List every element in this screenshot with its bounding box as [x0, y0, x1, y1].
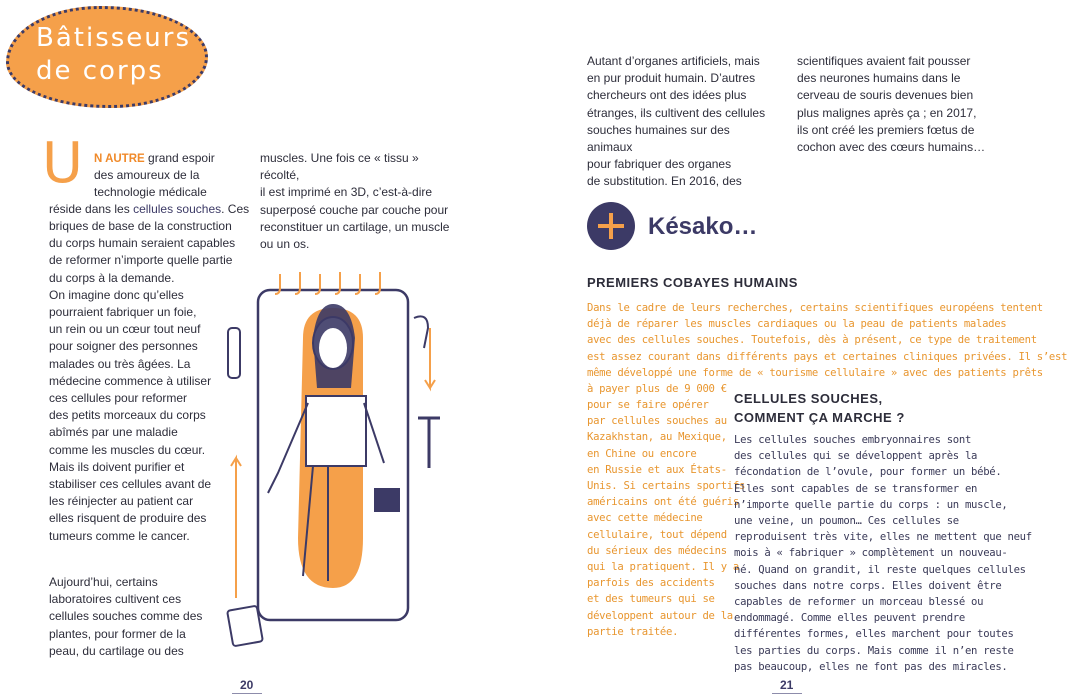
text-line: technologie médicale	[94, 185, 207, 199]
shorts-icon	[374, 488, 400, 512]
box1-title: PREMIERS COBAYES HUMAINS	[587, 275, 798, 290]
right-col2-text: scientifiques avaient fait pousser des neurones humains dans le cerveau de souris devenues bien plus malignes après ça ; en 2017, ils ont créé les premiers fœtus de cochon avec des cœurs humains…	[797, 54, 986, 155]
page-number-right: 21	[780, 678, 794, 692]
chapter-title-line2: de corps	[36, 56, 164, 86]
arrow-up-icon	[231, 458, 241, 598]
hammer-icon	[418, 418, 440, 468]
plus-icon	[587, 202, 635, 250]
kesako-title: Késako…	[648, 213, 758, 240]
notebook-icon	[227, 606, 263, 647]
illustration-patient-on-table	[218, 268, 458, 658]
page-number-rule	[772, 693, 802, 694]
wrench-icon	[228, 328, 240, 378]
page-number-rule	[232, 693, 262, 694]
left-col1-body: briques de base de la construction du corps humain seraient capables de reformer n’importe quelle partie du corps à la demande. On imagine donc qu’elles pourraient fabriquer un foie, un rein ou un cœur tout neuf pour soigner des personnes malades ou très âgées. La médecine commence à utiliser ces cellules pour reformer des petits morceaux du corps abîmés par une maladie comme les muscles du cœur. Mais ils doivent purifier et stabiliser ces cellules avant de les réinjecter au patient car elles risquent de produire des tumeurs comme le cancer.	[49, 219, 236, 543]
chapter-title-line1: Bâtisseurs	[36, 23, 191, 53]
lead-caps: N AUTRE	[94, 153, 145, 165]
chapter-title	[36, 22, 191, 88]
box2-title: CELLULES SOUCHES, COMMENT ÇA MARCHE ?	[734, 391, 905, 425]
left-col1-intro: N AUTRE grand espoir	[94, 151, 215, 165]
drop-cap: U	[42, 131, 83, 196]
box1-narrow-text: pour se faire opérer par cellules souches au Kazakhstan, au Mexique, en Chine ou encore en Russie et aux États- Unis. Si certains sportifs américains ont été guéris avec cette médecine cellulaire, tout dépend du sérieux des médecins qui la pratiquent. Il y a parfois des accidents et des tumeurs qui se développent autour de la partie traitée.	[587, 399, 746, 638]
left-col1-para2: Aujourd’hui, certains laboratoires cultivent ces cellules souches comme des plantes, pour former de la peau, du cartilage ou des	[49, 575, 203, 658]
page-number-left: 20	[240, 678, 254, 692]
box1-full-text: Dans le cadre de leurs recherches, certains scientifiques européens tentent déjà de réparer les muscles cardiaques ou la peau de patients malades avec des cellules souches. Toutefois, dès à présent, ce type de traitement est assez courant dans différents pays et certaines cliniques privées. Il s’est même développé une forme de « tourisme cellulaire » avec des patients prêts à payer plus de 9 000 €	[587, 302, 1067, 396]
right-col1-text: Autant d’organes artificiels, mais en pur produit humain. D’autres chercheurs ont des idées plus étranges, ils cultivent des cellules souches humaines sur des animaux pour fabriquer des organes de substitution. En 2016, des	[587, 54, 766, 189]
text-line: réside dans les cellules souches. Ces	[49, 202, 250, 216]
text-line: des amoureux de la	[94, 168, 200, 182]
glove-icon	[414, 316, 428, 348]
box2-text: Les cellules souches embryonnaires sont des cellules qui se développent après la fécondation de l’ovule, pour former un bébé. Elles sont capables de se transformer en n’importe quelle partie du corps : un muscle, une veine, un poumon… Ces cellules se reproduisent très vite, elles ne mettent que neuf mois à « fabriquer » complètement un nouveau- né. Quand on grandit, il reste quelques cellules souches dans notre corps. Elles doivent être capables de reformer un morceau blessé ou endommagé. Comme elles peuvent prendre différentes formes, elles marchent pour toutes les parties du corps. Mais comme il n’en reste pas beaucoup, elles ne font pas des miracles.	[734, 434, 1032, 673]
cellules-souches-term: cellules souches	[133, 202, 222, 216]
left-col2-text: muscles. Une fois ce « tissu » récolté, il est imprimé en 3D, c’est-à-dire superposé couche par couche pour reconstituer un cartilage, un muscle ou un os.	[260, 151, 450, 252]
